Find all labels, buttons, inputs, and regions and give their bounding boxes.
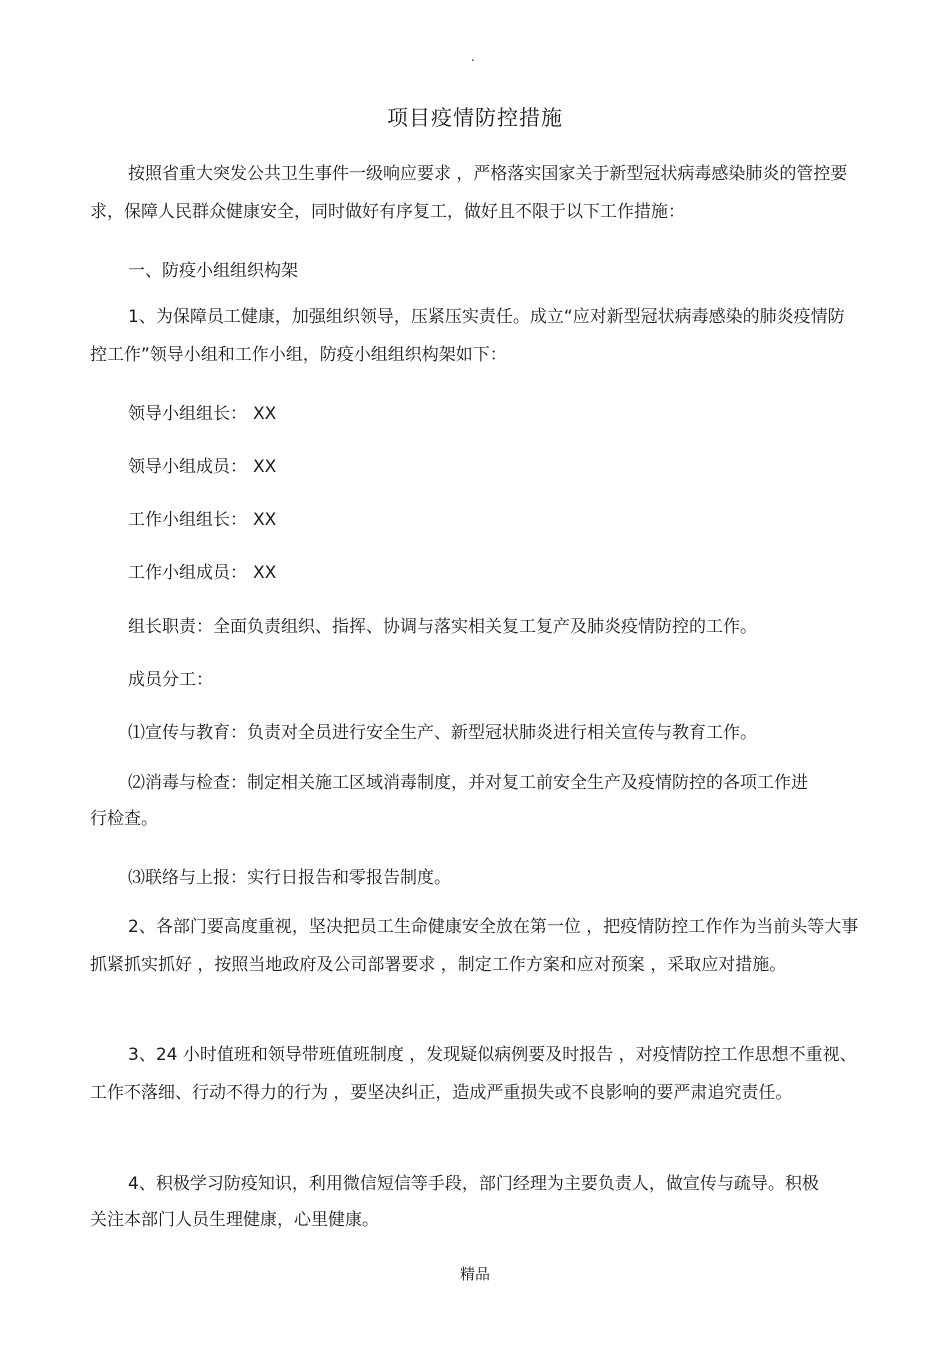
- division-item-1: ⑴宣传与教育：负责对全员进行安全生产、新型冠状肺炎进行相关宣传与教育工作。: [128, 723, 757, 743]
- footer-label: 精品: [459, 1265, 490, 1283]
- document-title: 项目疫情防控措施: [387, 106, 563, 130]
- role-value: XX: [253, 457, 277, 477]
- section-heading: 一、防疫小组组织构架: [128, 261, 298, 281]
- role-value: XX: [253, 404, 277, 424]
- header-dot: .: [471, 50, 475, 64]
- division-item-3: ⑶联络与上报：实行日报告和零报告制度。: [128, 868, 451, 888]
- item-4-paragraph: 4、积极学习防疫知识，利用微信短信等手段，部门经理为主要负责人，做宣传与疏导。积极关注本部门人员生理健康，心里健康。: [90, 1174, 819, 1230]
- item-1-paragraph: 1、为保障员工健康，加强组织领导，压紧压实责任。成立“应对新型冠状病毒感染的肺炎疫情防控工作”领导小组和工作小组，防疫小组组织构架如下：: [90, 307, 845, 365]
- role-row-2: [128, 452, 276, 477]
- role-value: XX: [253, 563, 277, 583]
- role-value: XX: [253, 510, 277, 530]
- item-3-paragraph: 3、24 小时值班和领导带班值班制度 ，发现疑似病例要及时报告 ，对疫情防控工作思想不重视、工作不落细、行动不得力的行为 ，要坚决纠正，造成严重损失或不良影响的要严肃追究责任。: [90, 1045, 857, 1103]
- role-label: 工作小组成员：: [128, 563, 247, 583]
- item-2-paragraph: 2、各部门要高度重视，坚决把员工生命健康安全放在第一位 ，把疫情防控工作作为当前头等大事抓紧抓实抓好 ，按照当地政府及公司部署要求 ，制定工作方案和应对预案 ，采取应对措施。: [90, 917, 859, 975]
- role-label: 工作小组组长：: [128, 510, 247, 530]
- role-row-4: [128, 558, 276, 583]
- leader-duty: 组长职责：全面负责组织、指挥、协调与落实相关复工复产及肺炎疫情防控的工作。: [128, 617, 757, 637]
- role-row-3: [128, 505, 276, 530]
- role-row-1: [128, 399, 276, 424]
- division-item-2: ⑵消毒与检查：制定相关施工区域消毒制度，并对复工前安全生产及疫情防控的各项工作进行检查。: [90, 773, 808, 829]
- intro-paragraph: 按照省重大突发公共卫生事件一级响应要求 ，严格落实国家关于新型冠状病毒感染肺炎的管控要求，保障人民群众健康安全，同时做好有序复工，做好且不限于以下工作措施：: [90, 164, 848, 222]
- division-heading: 成员分工：: [128, 670, 213, 690]
- role-label: 领导小组组长：: [128, 404, 247, 424]
- role-label: 领导小组成员：: [128, 457, 247, 477]
